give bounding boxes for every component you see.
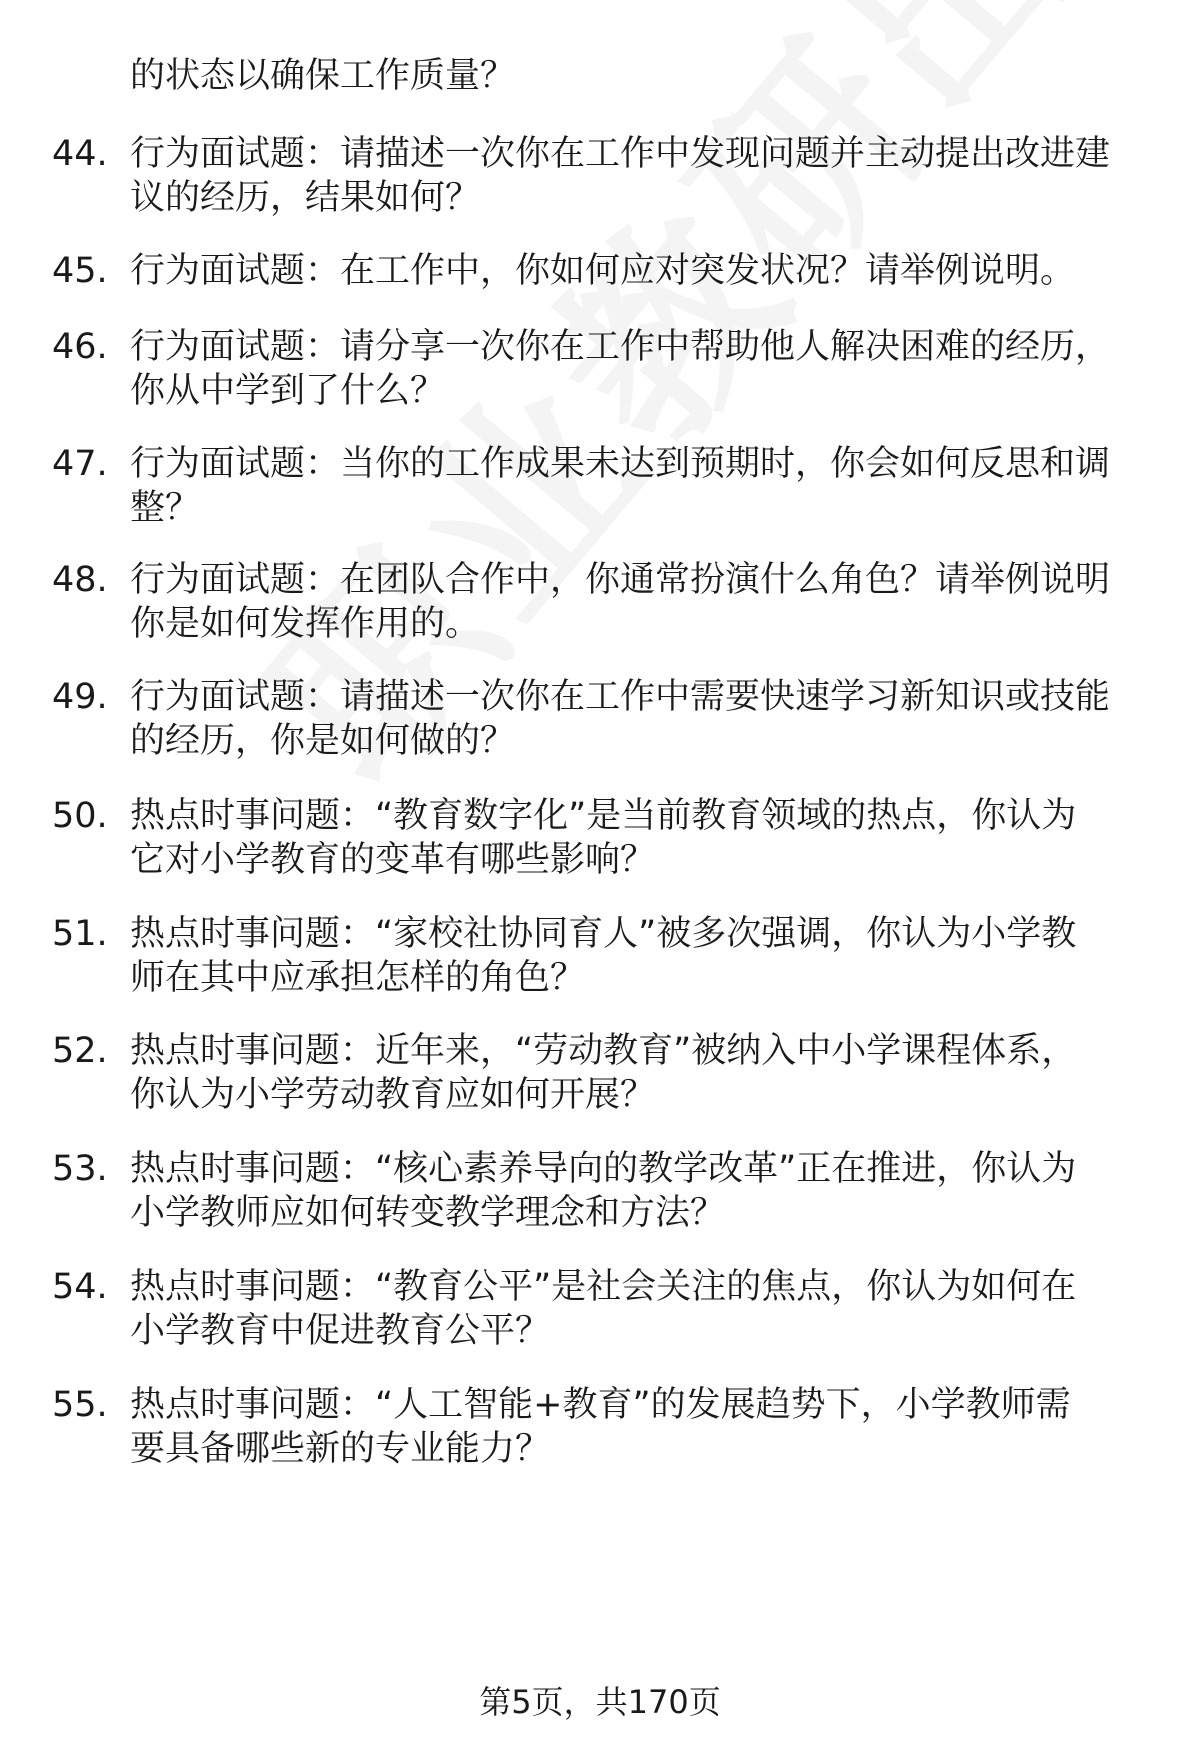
question-number: 53. — [52, 1149, 108, 1189]
question-text: 行为面试题：在团队合作中，你通常扮演什么角色？请举例说明 — [130, 560, 1111, 600]
continuation-text: 的状态以确保工作质量？ — [130, 56, 516, 96]
question-number: 55. — [52, 1385, 108, 1425]
question-text: 整？ — [130, 488, 201, 528]
question-text: 行为面试题：请分享一次你在工作中帮助他人解决困难的经历， — [130, 327, 1111, 367]
question-text: 要具备哪些新的专业能力？ — [130, 1429, 551, 1469]
question-text: 热点时事问题：“人工智能+教育”的发展趋势下，小学教师需 — [130, 1385, 1071, 1425]
question-text: 你从中学到了什么？ — [130, 371, 446, 411]
question-text: 小学教师应如何转变教学理念和方法？ — [130, 1193, 726, 1233]
question-text: 行为面试题：当你的工作成果未达到预期时，你会如何反思和调 — [130, 444, 1111, 484]
question-text: 行为面试题：请描述一次你在工作中需要快速学习新知识或技能 — [130, 677, 1111, 717]
question-text: 热点时事问题：“教育数字化”是当前教育领域的热点，你认为 — [130, 796, 1077, 836]
question-text: 的经历，你是如何做的？ — [130, 721, 516, 761]
question-text: 议的经历，结果如何？ — [130, 178, 481, 218]
question-text: 热点时事问题：“教育公平”是社会关注的焦点，你认为如何在 — [130, 1267, 1077, 1307]
question-number: 50. — [52, 796, 108, 836]
question-number: 48. — [52, 560, 108, 600]
question-number: 51. — [52, 914, 108, 954]
question-number: 52. — [52, 1031, 108, 1071]
question-number: 49. — [52, 677, 108, 717]
question-number: 44. — [52, 134, 108, 174]
question-text: 你是如何发挥作用的。 — [130, 604, 481, 644]
question-text: 行为面试题：请描述一次你在工作中发现问题并主动提出改进建 — [130, 134, 1111, 174]
question-number: 54. — [52, 1267, 108, 1307]
question-number: 45. — [52, 251, 108, 291]
question-text: 它对小学教育的变革有哪些影响？ — [130, 840, 656, 880]
question-text: 行为面试题：在工作中，你如何应对突发状况？请举例说明。 — [130, 251, 1076, 291]
question-number: 47. — [52, 444, 108, 484]
question-text: 你认为小学劳动教育应如何开展？ — [130, 1075, 656, 1115]
question-text: 师在其中应承担怎样的角色？ — [130, 958, 586, 998]
question-text: 热点时事问题：近年来，“劳动教育”被纳入中小学课程体系， — [130, 1031, 1077, 1071]
question-text: 小学教育中促进教育公平？ — [130, 1311, 551, 1351]
question-number: 46. — [52, 327, 108, 367]
page-footer: 第5页，共170页 — [479, 1683, 721, 1721]
question-text: 热点时事问题：“家校社协同育人”被多次强调，你认为小学教 — [130, 914, 1077, 954]
question-text: 热点时事问题：“核心素养导向的教学改革”正在推进，你认为 — [130, 1149, 1077, 1189]
